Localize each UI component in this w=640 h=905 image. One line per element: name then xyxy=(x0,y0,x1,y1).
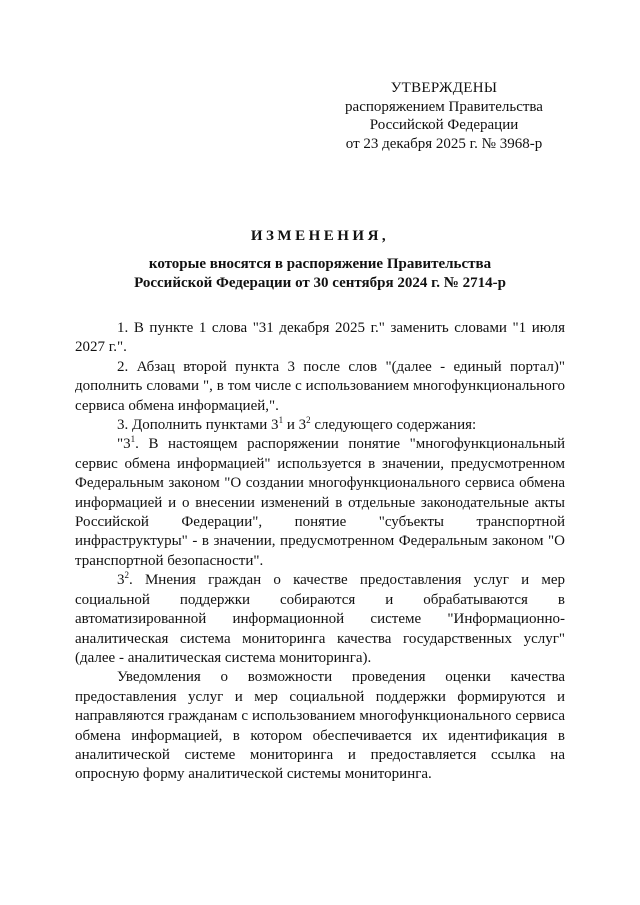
p3-sup-1: 1 xyxy=(278,415,284,426)
paragraph-3-2-notifications: Уведомления о возможности проведения оценки качества предоставления услуг и мер социальной поддержки формируются и направляются гражданам с использованием многофункционального сервиса обмена информацией, в котором обеспечивается их идентификация в аналитической системе мониторинга и предоставляется ссылка на опросную форму аналитической системы мониторинга. xyxy=(75,669,565,783)
approval-line-2: Российской Федерации xyxy=(369,117,519,133)
approval-block xyxy=(334,79,554,153)
approval-line-3: от 23 декабря 2025 г. № 3968-р xyxy=(345,135,543,152)
p3-text-a: 3. Дополнить пунктами 3 xyxy=(117,417,279,434)
p3-text-b: и 3 xyxy=(283,417,307,434)
title-main: ИЗМЕНЕНИЯ, xyxy=(250,228,390,244)
p32-text-a: 3 xyxy=(117,572,125,589)
document-body xyxy=(75,319,565,785)
title-line-2: Российской Федерации от 30 сентября 2024 г. № 2714-р xyxy=(134,275,506,291)
paragraph-3 xyxy=(75,416,565,435)
paragraph-2: 2. Абзац второй пункта 3 после слов "(далее - единый портал)" дополнить словами ", в том числе с использованием многофункционального сервиса обмена информацией,". xyxy=(75,358,565,414)
approval-heading: УТВЕРЖДЕНЫ xyxy=(390,80,498,96)
document-title xyxy=(60,227,580,293)
p31-text-a: "3 xyxy=(117,436,131,453)
paragraph-3-2 xyxy=(75,571,565,668)
p32-sup: 2 xyxy=(124,570,129,581)
paragraph-1: 1. В пункте 1 слова "31 декабря 2025 г." заменить словами "1 июля 2027 г.". xyxy=(75,320,565,356)
p3-text-c: следующего содержания: xyxy=(310,417,477,434)
paragraph-3-1 xyxy=(75,435,565,571)
p31-sup: 1 xyxy=(130,434,136,445)
p3-sup-2: 2 xyxy=(306,415,311,426)
approval-line-1: распоряжением Правительства xyxy=(345,98,543,115)
title-line-1: которые вносятся в распоряжение Правительства xyxy=(148,256,492,272)
p31-text-b: . В настоящем распоряжении понятие "многофункциональный сервис обмена информацией" используется в значении, предусмотренном Федеральным законом "О создании многофункционального сервиса обмена информацией и о внесении изменений в отдельные законодательные акты Российской Федерации", понятие "субъекты транспортной инфраструктуры" - в значении, предусмотренном Федеральным законом "О транспортной безопасности". xyxy=(75,436,565,569)
p32-text-b: . Мнения граждан о качестве предоставления услуг и мер социальной поддержки собираются и обрабатываются в автоматизированной информационной системе "Информационно-аналитическая система мониторинга качества государственных услуг" (далее - аналитическая система мониторинга). xyxy=(75,572,565,666)
